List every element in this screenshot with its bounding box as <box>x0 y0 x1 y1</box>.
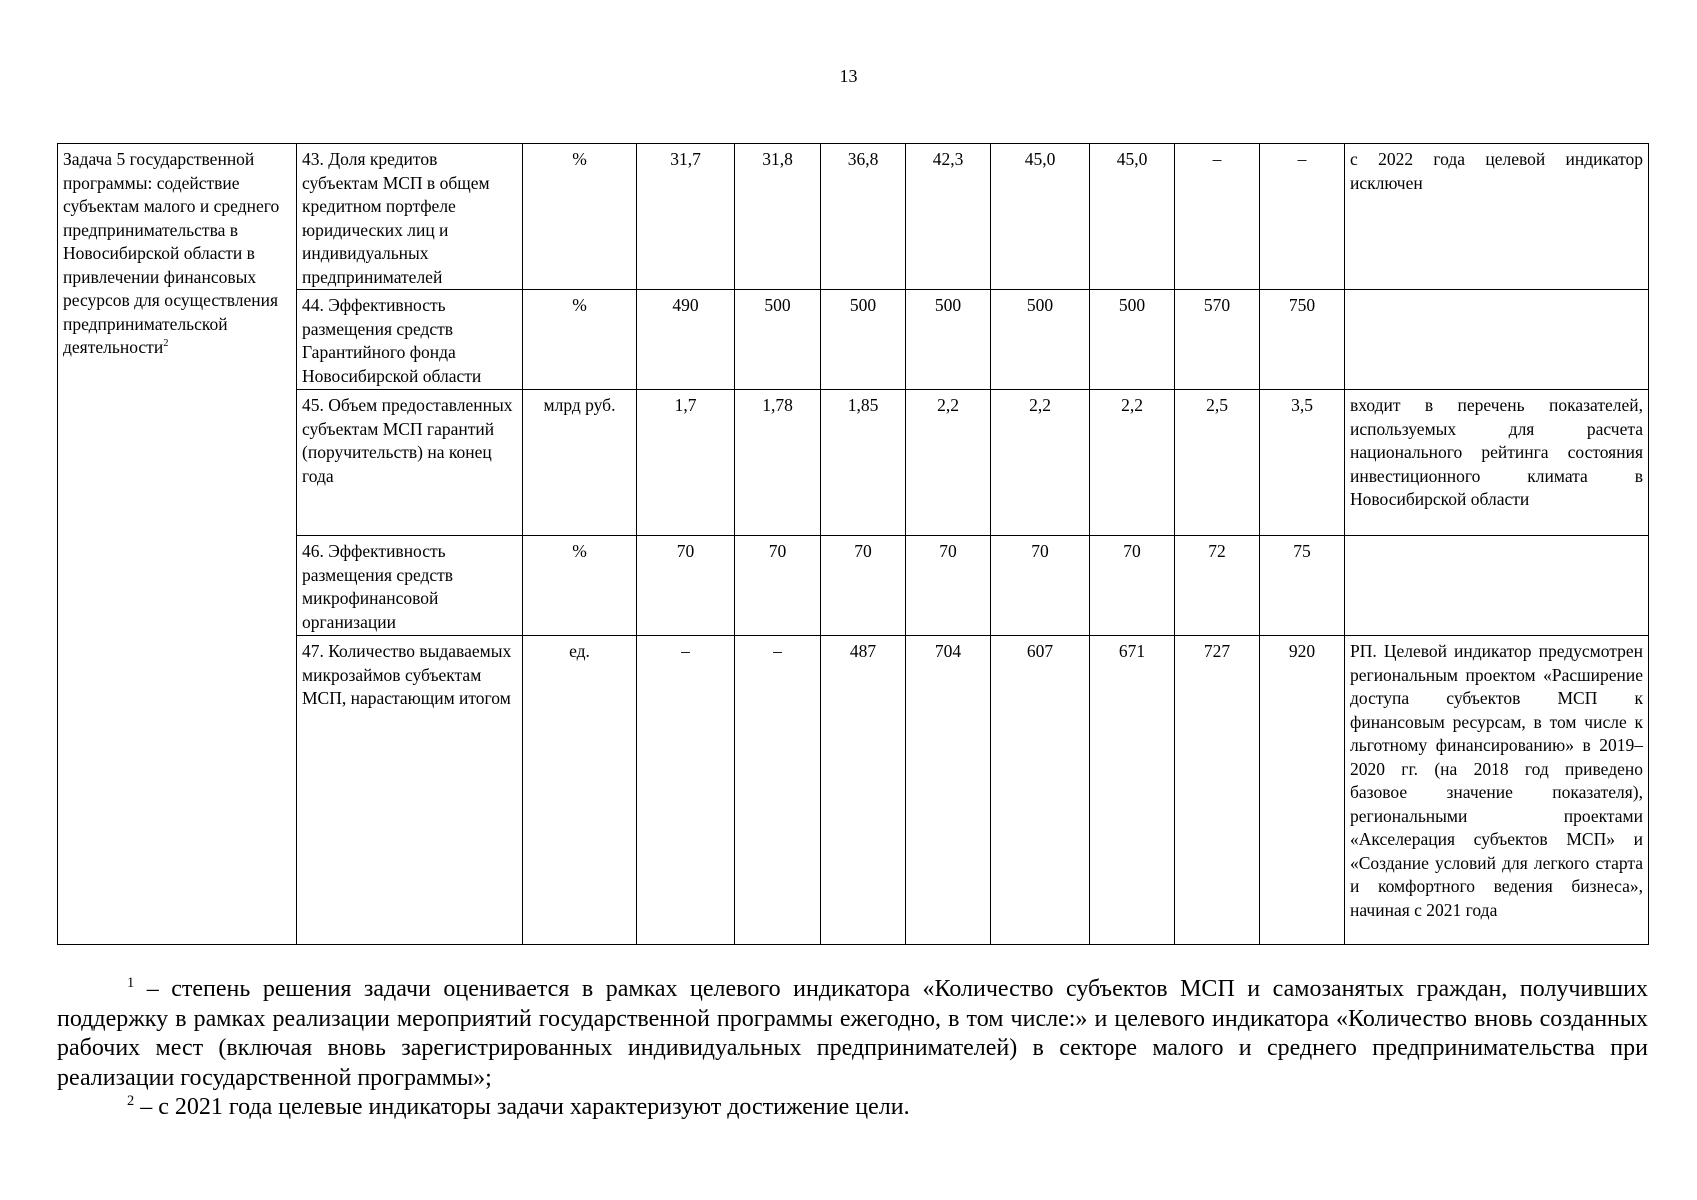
value-cell: – <box>1260 144 1345 290</box>
value-cell: 500 <box>991 290 1090 390</box>
note-cell <box>1345 290 1649 390</box>
value-cell: 36,8 <box>821 144 906 290</box>
table-row <box>58 390 1649 536</box>
value-cell: 31,7 <box>637 144 735 290</box>
value-cell: 70 <box>1090 536 1175 636</box>
table-row <box>58 536 1649 636</box>
footnotes <box>57 975 1648 1123</box>
value-cell: 42,3 <box>906 144 991 290</box>
value-cell: 727 <box>1175 636 1260 945</box>
value-cell: – <box>637 636 735 945</box>
footnote-mark: 1 <box>127 975 135 991</box>
value-cell: 750 <box>1260 290 1345 390</box>
indicator-name: 44. Эффективность размещения средств Гарантийного фонда Новосибирской области <box>297 290 523 390</box>
page-number: 13 <box>839 66 858 86</box>
value-cell: 607 <box>991 636 1090 945</box>
table-row <box>58 290 1649 390</box>
value-cell: 500 <box>735 290 821 390</box>
value-cell: 70 <box>991 536 1090 636</box>
value-cell: 500 <box>906 290 991 390</box>
indicator-name: 47. Количество выдаваемых микрозаймов субъектам МСП, нарастающим итогом <box>297 636 523 945</box>
footnote <box>57 975 1648 1093</box>
unit-cell: % <box>523 536 637 636</box>
unit-cell: % <box>523 144 637 290</box>
unit-cell: % <box>523 290 637 390</box>
indicator-name: 45. Объем предоставленных субъектам МСП гарантий (поручительств) на конец года <box>297 390 523 536</box>
footnote-text: – степень решения задачи оценивается в рамках целевого индикатора «Количество субъектов МСП и самозанятых граждан, получивших поддержку в рамках реализации мероприятий государственной программы ежегодно, в том числе:» и целевого индикатора «Количество вновь созданных рабочих мест (включая вновь зарегистрированных индивидуальных предпринимателей) в секторе малого и среднего предпринимательства при реализации государственной программы»; <box>57 976 1648 1091</box>
value-cell: 490 <box>637 290 735 390</box>
task-footnote-mark: 2 <box>163 338 169 350</box>
table-row <box>58 144 1649 290</box>
value-cell: 2,2 <box>991 390 1090 536</box>
footnote-mark: 2 <box>127 1093 135 1109</box>
value-cell: – <box>1175 144 1260 290</box>
value-cell: – <box>735 636 821 945</box>
value-cell: 1,85 <box>821 390 906 536</box>
value-cell: 70 <box>735 536 821 636</box>
unit-cell: млрд руб. <box>523 390 637 536</box>
value-cell: 570 <box>1175 290 1260 390</box>
value-cell: 70 <box>821 536 906 636</box>
note-cell: РП. Целевой индикатор предусмотрен региональным проектом «Расширение доступа субъектов МСП к финансовым ресурсам, в том числе к льготному финансированию» в 2019–2020 гг. (на 2018 год приведено базовое значение показателя), региональными проектами «Акселерация субъектов МСП» и «Создание условий для легкого старта и комфортного ведения бизнеса», начиная с 2021 года <box>1345 636 1649 945</box>
task-label: Задача 5 государственной программы: содействие субъектам малого и среднего предпринимательства в Новосибирской области в привлечении финансовых ресурсов для осуществления предпринимательской деятельности <box>63 149 280 357</box>
value-cell: 70 <box>637 536 735 636</box>
indicators-table <box>57 143 1649 945</box>
value-cell: 45,0 <box>1090 144 1175 290</box>
value-cell: 487 <box>821 636 906 945</box>
value-cell: 920 <box>1260 636 1345 945</box>
value-cell: 2,2 <box>906 390 991 536</box>
note-cell <box>1345 536 1649 636</box>
footnote-text: – с 2021 года целевые индикаторы задачи характеризуют достижение цели. <box>134 1094 910 1120</box>
value-cell: 500 <box>1090 290 1175 390</box>
value-cell: 2,2 <box>1090 390 1175 536</box>
value-cell: 671 <box>1090 636 1175 945</box>
value-cell: 1,7 <box>637 390 735 536</box>
value-cell: 70 <box>906 536 991 636</box>
value-cell: 75 <box>1260 536 1345 636</box>
table-row <box>58 636 1649 945</box>
note-cell: с 2022 года целевой индикатор исключен <box>1345 144 1649 290</box>
value-cell: 2,5 <box>1175 390 1260 536</box>
indicator-name: 43. Доля кредитов субъектам МСП в общем кредитном портфеле юридических лиц и индивидуальных предпринимателей <box>297 144 523 290</box>
value-cell: 500 <box>821 290 906 390</box>
value-cell: 704 <box>906 636 991 945</box>
note-cell: входит в перечень показателей, используемых для расчета национального рейтинга состояния инвестиционного климата в Новосибирской области <box>1345 390 1649 536</box>
footnote <box>57 1093 1648 1123</box>
task-cell <box>58 144 297 945</box>
value-cell: 1,78 <box>735 390 821 536</box>
value-cell: 72 <box>1175 536 1260 636</box>
unit-cell: ед. <box>523 636 637 945</box>
value-cell: 3,5 <box>1260 390 1345 536</box>
value-cell: 45,0 <box>991 144 1090 290</box>
value-cell: 31,8 <box>735 144 821 290</box>
indicator-name: 46. Эффективность размещения средств микрофинансовой организации <box>297 536 523 636</box>
